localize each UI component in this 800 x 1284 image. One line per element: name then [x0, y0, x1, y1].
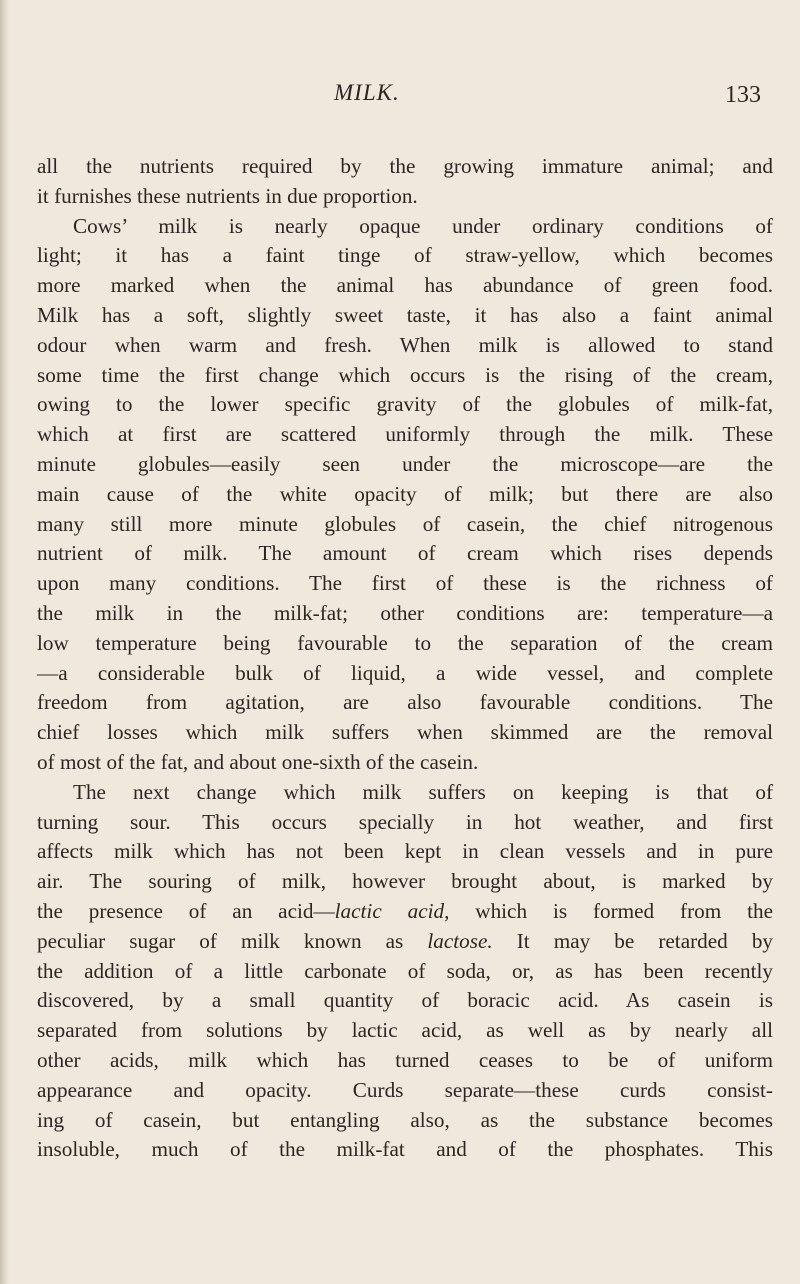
text-line: it furnishes these nutrients in due proportion. [37, 183, 418, 208]
text-line: some time the first change which occurs is the rising of the cream, [37, 362, 773, 387]
text-line: odour when warm and fresh. When milk is allowed to stand [37, 332, 773, 357]
text-fragment: peculiar sugar of milk known as [37, 928, 404, 953]
italic-term-lactic-acid: lactic acid [334, 898, 445, 923]
text-line: insoluble, much of the milk-fat and of the phosphates. This [37, 1137, 773, 1162]
text-fragment: , which is formed from the [444, 898, 773, 923]
text-line: separated from solutions by lactic acid, as well as by nearly all [37, 1018, 773, 1043]
text-line: turning sour. This occurs specially in hot weather, and first [37, 809, 773, 834]
text-line: more marked when the animal has abundance of green food. [37, 273, 773, 298]
text-line: of most of the fat, and about one-sixth of the casein. [37, 749, 479, 774]
text-line: all the nutrients required by the growing immature animal; and [37, 154, 773, 178]
text-line: freedom from agitation, are also favourable conditions. The [37, 690, 773, 715]
text-line: low temperature being favourable to the separation of the cream [37, 630, 773, 655]
text-line: minute globules—easily seen under the microscope—are the [37, 451, 773, 476]
text-line: main cause of the white opacity of milk; but there are also [37, 481, 773, 506]
text-line: many still more minute globules of casein, the chief nitrogenous [37, 511, 773, 536]
text-line: discovered, by a small quantity of boracic acid. As casein is [37, 988, 773, 1013]
text-line: appearance and opacity. Curds separate—these curds consist- [37, 1077, 773, 1102]
text-fragment: the presence of an acid— [37, 898, 335, 923]
text-line [37, 897, 773, 927]
text-line: light; it has a faint tinge of straw-yellow, which becomes [37, 243, 773, 268]
running-head [0, 80, 800, 120]
text-line: which at first are scattered uniformly through the milk. These [37, 422, 773, 447]
text-line: upon many conditions. The first of these is the richness of [37, 571, 773, 596]
text-line: Milk has a soft, slightly sweet taste, it has also a faint animal [37, 302, 773, 327]
text-line: ing of casein, but entangling also, as the substance becomes [37, 1107, 773, 1132]
page-gutter-shadow [0, 0, 10, 1284]
page-number: 133 [725, 82, 761, 108]
text-line: The next change which milk suffers on keeping is that of [73, 779, 773, 804]
text-line: affects milk which has not been kept in clean vessels and in pure [37, 839, 773, 864]
text-line: the addition of a little carbonate of soda, or, as has been recently [37, 958, 773, 983]
text-line: owing to the lower specific gravity of the globules of milk-fat, [37, 392, 773, 417]
running-head-title: MILK. [334, 80, 400, 105]
text-line: —a considerable bulk of liquid, a wide vessel, and complete [37, 660, 773, 685]
italic-term-lactose: lactose. [427, 928, 493, 953]
text-line: Cows’ milk is nearly opaque under ordinary conditions of [73, 213, 773, 238]
text-line: air. The souring of milk, however brought about, is marked by [37, 869, 773, 894]
text-fragment: It may be retarded by [492, 928, 774, 953]
body-text [37, 152, 773, 1165]
text-line: other acids, milk which has turned ceases to be of uniform [37, 1047, 773, 1072]
text-line: chief losses which milk suffers when skimmed are the removal [37, 720, 773, 745]
text-line [37, 927, 773, 957]
text-line: the milk in the milk-fat; other conditions are: temperature—a [37, 600, 773, 625]
text-line: nutrient of milk. The amount of cream which rises depends [37, 541, 773, 566]
